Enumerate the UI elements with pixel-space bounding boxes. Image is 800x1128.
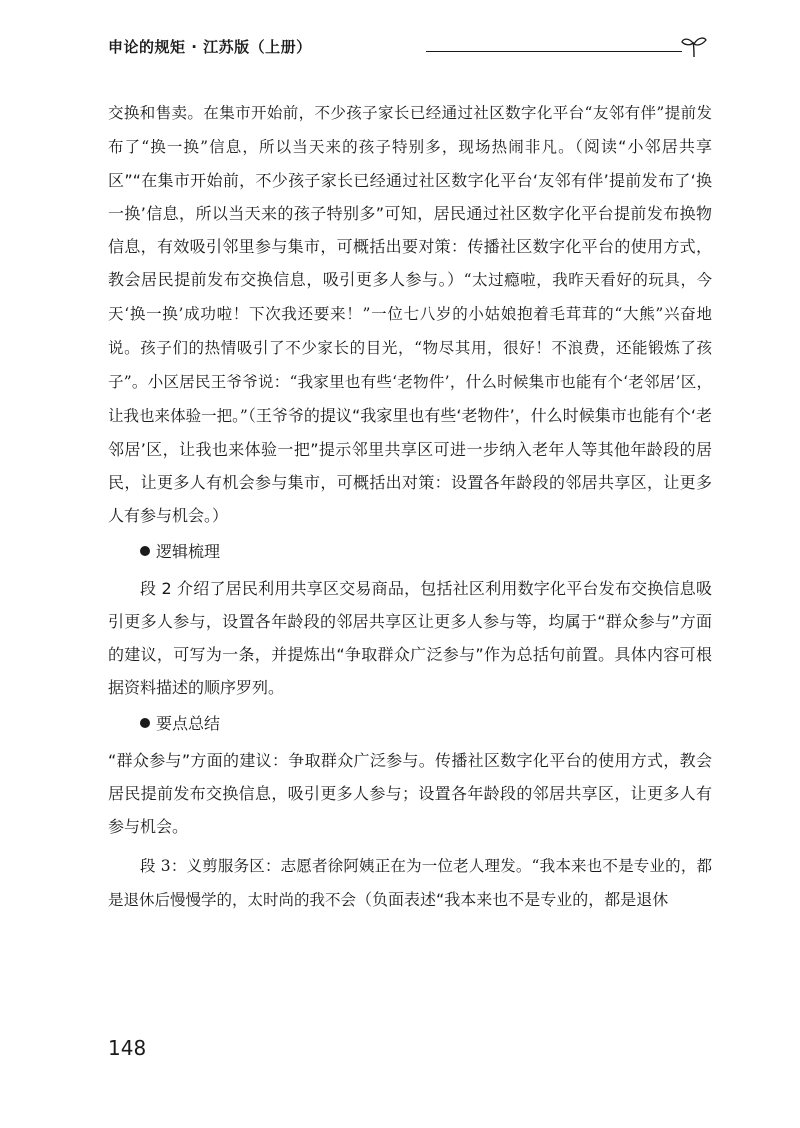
page-number: 148: [108, 1036, 147, 1060]
paragraph-section-3: [108, 849, 712, 917]
paragraph-logic: 段 2 介绍了居民利用共享区交易商品，包括社区利用数字化平台发布交换信息吸引更多人参与，设置各年龄段的邻居共享区让更多人参与等，均属于“群众参与”方面的建议，可写为一条，并提炼出“争取群众广泛参与”作为总括句前置。具体内容可根据资料描述的顺序罗列。: [108, 579, 712, 697]
material-text: 交换和售卖。在集市开始前，不少孩子家长已经通过社区数字化平台“友邻有伴”提前发布了“换一换”信息，所以当天来的孩子特别多，现场热闹非凡。: [108, 104, 712, 156]
section-heading-summary: [140, 712, 712, 736]
analysis-note: （负面表述“我本来也不是专业的，都是退休: [356, 890, 669, 909]
section-heading-label: 逻辑梳理: [156, 542, 221, 561]
header-rule: [426, 51, 682, 52]
paragraph-1: [108, 96, 712, 532]
material-text: “太过瘾啦，我昨天看好的玩具，今天‘换一换’成功啦！下次我还要来！”一位七八岁的小姑娘抱着毛茸茸的“大熊”兴奋地说。孩子们的热情吸引了不少家长的目光，“物尽其用，很好！不浪费，还能锻炼了孩子”。小区居民王爷爷说：“我家里也有些‘老物件’，什么时候集市也能有个‘老邻居’区，让我也来体验一把。”: [108, 271, 712, 425]
material-text: 段 3：义剪服务区：志愿者徐阿姨正在为一位老人理发。“我本来也不是专业的，都是退休后慢慢学的，太时尚的我不会: [108, 857, 712, 909]
paragraph-summary: “群众参与”方面的建议：争取群众广泛参与。传播社区数字化平台的使用方式，教会居民提前发布交换信息，吸引更多人参与；设置各年龄段的邻居共享区，让更多人有参与机会。: [108, 751, 712, 836]
bullet-icon: [140, 718, 150, 728]
analysis-note: （阅读“小邻居共享区”“在集市开始前，不少孩子家长已经通过社区数字化平台‘友邻有伴’提前发布了‘换一换’信息，所以当天来的孩子特别多”可知，居民通过社区数字化平台提前发布换物信息，有效吸引邻里参与集市，可概括出要对策：传播社区数字化平台的使用方式，教会居民提前发布交换信息，吸引更多人参与。）: [108, 137, 712, 289]
sprout-icon: [680, 34, 708, 58]
analysis-note: （王爷爷的提议“我家里也有些‘老物件’，什么时候集市也能有个‘老邻居’区，让我也来体验一把”提示邻里共享区可进一步纳入老年人等其他年龄段的居民，让更多人有机会参与集市，可概括出对策：设置各年龄段的邻居共享区，让更多人有参与机会。）: [108, 406, 712, 525]
section-heading-logic: [140, 540, 712, 564]
running-header-title: 申论的规矩 · 江苏版（上册）: [108, 38, 312, 56]
page-body: [108, 96, 712, 917]
page-header: [108, 34, 708, 60]
bullet-icon: [140, 546, 150, 556]
section-heading-label: 要点总结: [156, 714, 221, 733]
